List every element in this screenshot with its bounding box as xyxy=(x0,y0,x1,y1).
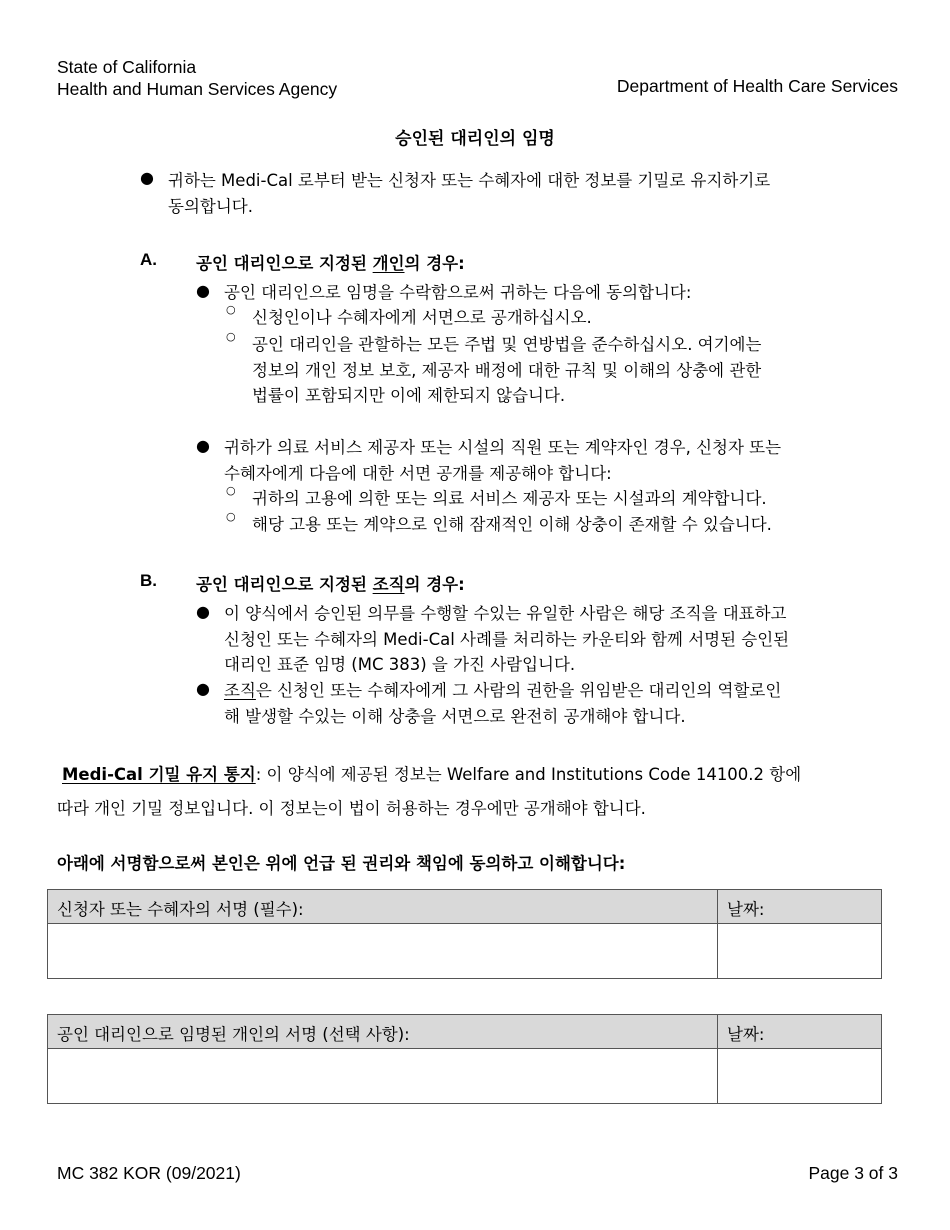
section-a-bullet1-sub2-line3: 법률이 포함되지만 이에 제한되지 않습니다. xyxy=(252,386,566,405)
section-b-bullet2-line1 xyxy=(224,677,781,701)
section-b-bullet1-line1: 이 양식에서 승인된 의무를 수행할 수있는 유일한 사람은 해당 조직을 대표하고 xyxy=(224,604,787,623)
section-b-heading-underlined: 조직 xyxy=(372,575,405,594)
section-a-bullet1-sub1: 신청인이나 수혜자에게 서면으로 공개하십시오. xyxy=(252,308,592,327)
page-title: 승인된 대리인의 임명 xyxy=(395,129,555,149)
state-name: State of California xyxy=(57,57,197,77)
confidentiality-line-1 xyxy=(62,761,801,785)
page-number: Page 3 of 3 xyxy=(808,1163,898,1183)
section-b-heading xyxy=(196,571,465,595)
circle-bullet-icon: ○ xyxy=(226,330,236,343)
applicant-signature-box xyxy=(47,889,882,979)
section-b-bullet1-line2: 신청인 또는 수혜자의 Medi-Cal 사례를 처리하는 카운티와 함께 서명된 승인된 xyxy=(224,630,790,649)
form-id: MC 382 KOR (09/2021) xyxy=(57,1163,241,1183)
agreement-statement: 아래에 서명함으로써 본인은 위에 언급 된 권리와 책임에 동의하고 이해합니다: xyxy=(57,854,626,873)
section-a-bullet1-text: 공인 대리인으로 임명을 수락함으로써 귀하는 다음에 동의합니다: xyxy=(224,283,692,302)
bullet-icon: ● xyxy=(196,436,210,455)
bullet-icon: ● xyxy=(196,281,210,300)
section-b-heading-pre: 공인 대리인으로 지정된 xyxy=(196,575,373,594)
representative-signature-field[interactable] xyxy=(48,1049,717,1103)
representative-signature-label: 공인 대리인으로 임명된 개인의 서명 (선택 사항): xyxy=(57,1025,410,1044)
section-b-letter: B. xyxy=(140,571,157,590)
applicant-date-field[interactable] xyxy=(718,924,881,978)
section-a-heading-underlined: 개인 xyxy=(372,254,405,273)
confidentiality-line1-rest: : 이 양식에 제공된 정보는 Welfare and Institutions Code 14100.2 항에 xyxy=(255,765,802,784)
representative-date-field[interactable] xyxy=(718,1049,881,1103)
applicant-date-label: 날짜: xyxy=(727,900,765,919)
section-a-bullet2-sub1: 귀하의 고용에 의한 또는 의료 서비스 제공자 또는 시설과의 계약합니다. xyxy=(252,489,767,508)
section-b-bullet2-line2: 해 발생할 수있는 이해 상충을 서면으로 완전히 공개해야 합니다. xyxy=(224,707,686,726)
section-b-bullet1-line3: 대리인 표준 임명 (MC 383) 을 가진 사람입니다. xyxy=(224,655,576,674)
circle-bullet-icon: ○ xyxy=(226,303,236,316)
section-a-bullet2-line2: 수혜자에게 다음에 대한 서면 공개를 제공해야 합니다: xyxy=(224,464,612,483)
applicant-signature-label: 신청자 또는 수혜자의 서명 (필수): xyxy=(57,900,304,919)
header-left xyxy=(57,56,337,100)
section-a-heading-pre: 공인 대리인으로 지정된 xyxy=(196,254,373,273)
agency-name: Health and Human Services Agency xyxy=(57,79,338,99)
representative-signature-box xyxy=(47,1014,882,1104)
confidentiality-label: Medi-Cal 기밀 유지 통지 xyxy=(62,765,256,784)
bullet-icon: ● xyxy=(140,168,154,187)
intro-line-2: 동의합니다. xyxy=(168,197,253,216)
section-a-bullet1-sub2-line2: 정보의 개인 정보 보호, 제공자 배정에 대한 규칙 및 이해의 상충에 관한 xyxy=(252,361,762,380)
applicant-signature-field[interactable] xyxy=(48,924,717,978)
confidentiality-line-2: 따라 개인 기밀 정보입니다. 이 정보는이 법이 허용하는 경우에만 공개해야 합니다. xyxy=(57,799,646,818)
circle-bullet-icon: ○ xyxy=(226,484,236,497)
section-a-letter: A. xyxy=(140,250,157,269)
circle-bullet-icon: ○ xyxy=(226,510,236,523)
section-b-bullet2-line1-rest: 은 신청인 또는 수혜자에게 그 사람의 권한을 위임받은 대리인의 역할로인 xyxy=(255,681,782,700)
section-a-heading-post: 의 경우: xyxy=(404,254,465,273)
intro-line-1: 귀하는 Medi-Cal 로부터 받는 신청자 또는 수혜자에 대한 정보를 기밀로 유지하기로 xyxy=(168,171,771,190)
bullet-icon: ● xyxy=(196,602,210,621)
section-a-bullet2-sub2: 해당 고용 또는 계약으로 인해 잠재적인 이해 상충이 존재할 수 있습니다. xyxy=(252,515,772,534)
representative-date-label: 날짜: xyxy=(727,1025,765,1044)
section-a-heading xyxy=(196,250,465,274)
section-a-bullet2-line1: 귀하가 의료 서비스 제공자 또는 시설의 직원 또는 계약자인 경우, 신청자 또는 xyxy=(224,438,782,457)
department-name: Department of Health Care Services xyxy=(616,76,898,96)
section-b-heading-post: 의 경우: xyxy=(404,575,465,594)
bullet-icon: ● xyxy=(196,679,210,698)
section-a-bullet1-sub2-line1: 공인 대리인을 관할하는 모든 주법 및 연방법을 준수하십시오. 여기에는 xyxy=(252,335,762,354)
section-b-bullet2-underlined: 조직 xyxy=(224,681,256,700)
